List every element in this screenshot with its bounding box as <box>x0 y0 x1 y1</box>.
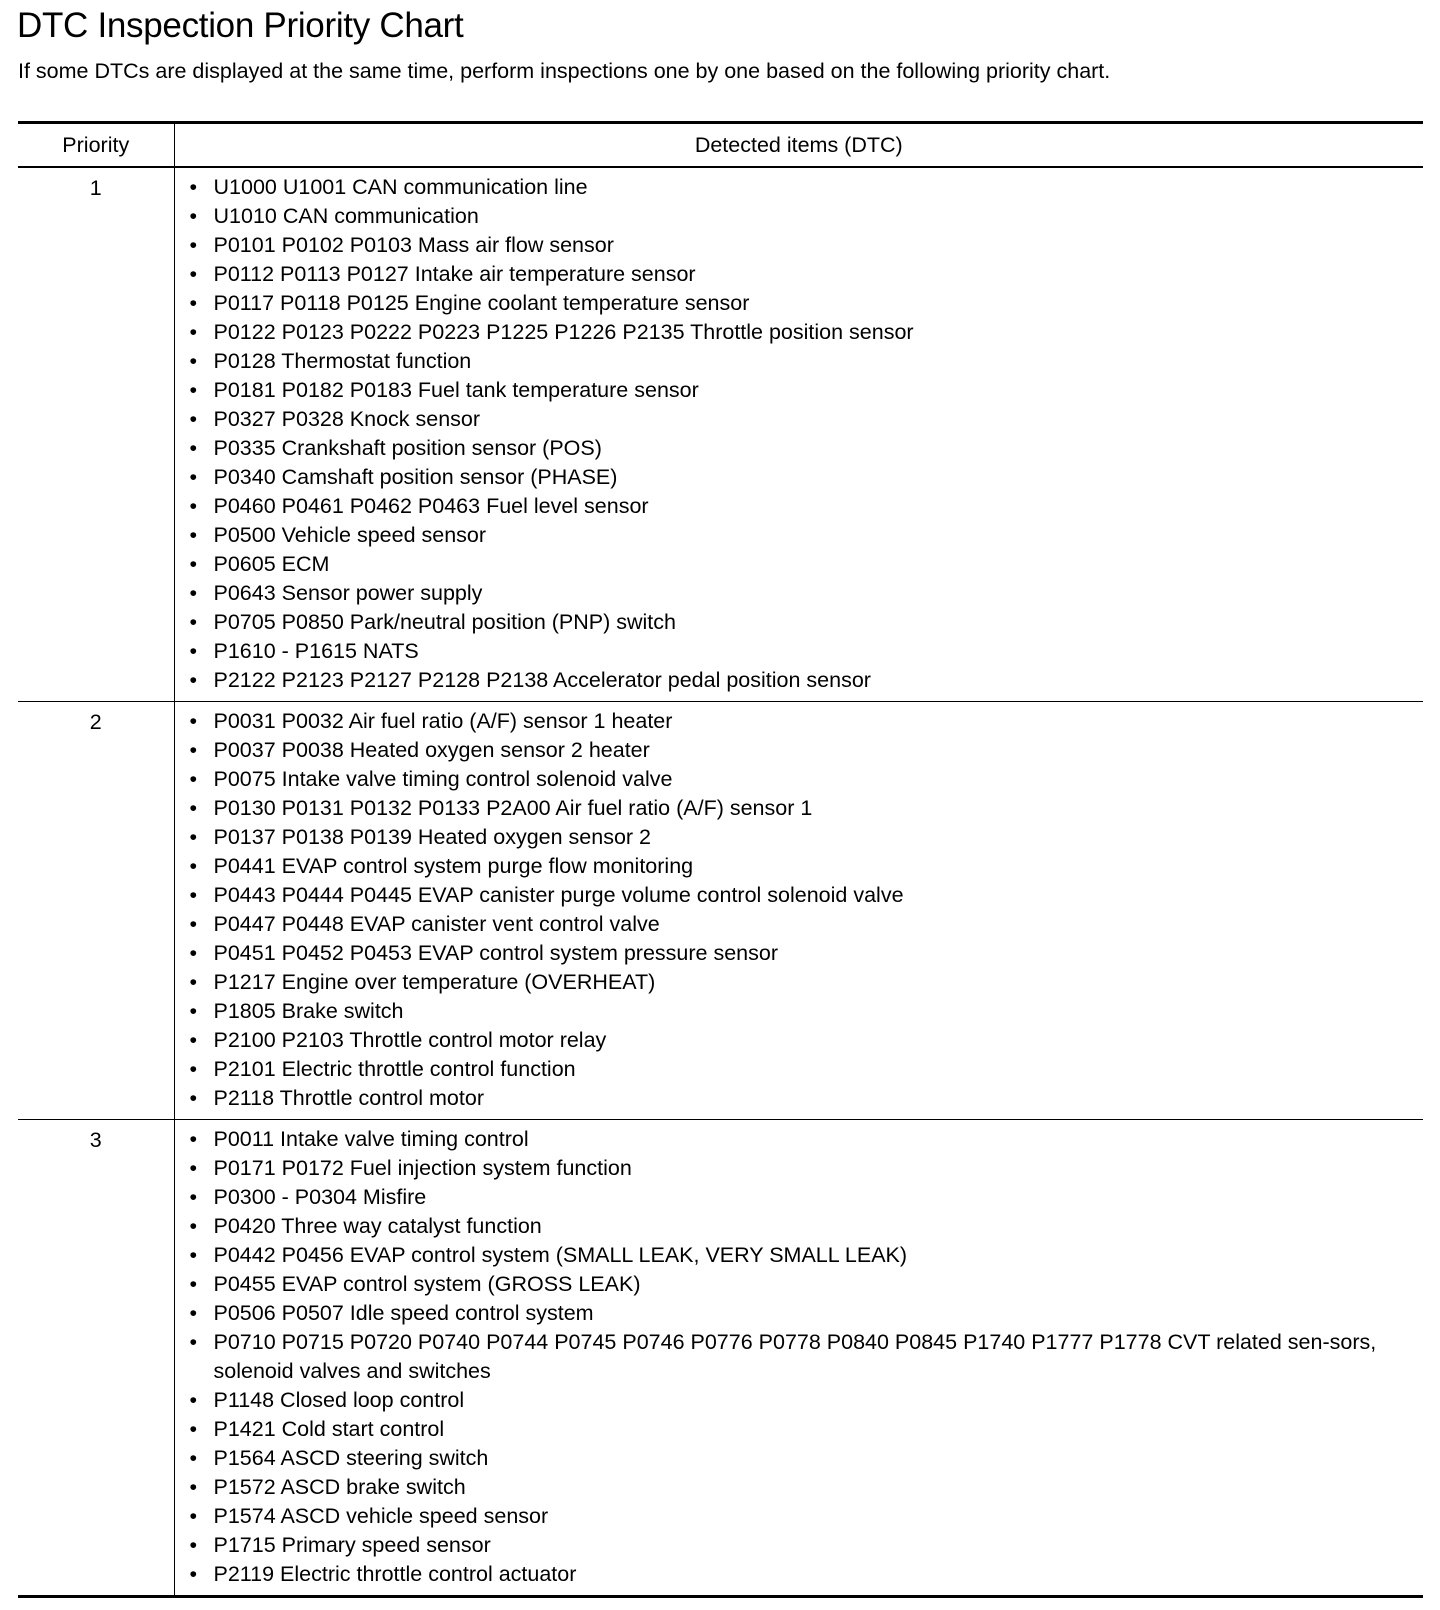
dtc-list <box>190 1125 1414 1589</box>
bullet-icon: • <box>189 175 198 199</box>
dtc-list-item <box>190 666 1414 695</box>
bullet-icon: • <box>189 1446 198 1470</box>
dtc-item-text: P0128 Thermostat function <box>213 349 472 373</box>
bullet-icon: • <box>189 378 198 402</box>
bullet-icon: • <box>189 1214 198 1238</box>
dtc-list-item <box>190 1026 1414 1055</box>
dtc-list-item <box>190 1183 1414 1212</box>
dtc-item-text: P0031 P0032 Air fuel ratio (A/F) sensor 1 heater <box>213 709 673 733</box>
bullet-icon: • <box>189 1243 198 1267</box>
dtc-list-item <box>190 405 1414 434</box>
table-header-row <box>18 124 1423 167</box>
dtc-list-item <box>190 1125 1414 1154</box>
dtc-list-item <box>190 173 1414 202</box>
dtc-item-text: P1610 - P1615 NATS <box>213 639 419 663</box>
dtc-item-text: P1715 Primary speed sensor <box>213 1533 491 1557</box>
intro-text: If some DTCs are displayed at the same time, perform inspections one by one based on the following priority chart. <box>18 59 1111 83</box>
bullet-icon: • <box>189 552 198 576</box>
bullet-icon: • <box>189 1028 198 1052</box>
dtc-list-item <box>190 550 1414 579</box>
dtc-item-text: P0117 P0118 P0125 Engine coolant temperature sensor <box>213 291 750 315</box>
priority-level: 3 <box>18 1120 174 1596</box>
dtc-list-item <box>190 579 1414 608</box>
dtc-item-text: P0643 Sensor power supply <box>213 581 483 605</box>
bullet-icon: • <box>189 610 198 634</box>
bullet-icon: • <box>189 1330 198 1354</box>
dtc-list-item <box>190 765 1414 794</box>
dtc-item-text: P0451 P0452 P0453 EVAP control system pressure sensor <box>213 941 779 965</box>
dtc-item-text: P0500 Vehicle speed sensor <box>213 523 487 547</box>
bullet-icon: • <box>189 1388 198 1412</box>
dtc-list-item <box>190 1270 1414 1299</box>
dtc-item-text: P2118 Throttle control motor <box>213 1086 484 1110</box>
dtc-item-text: P0705 P0850 Park/neutral position (PNP) switch <box>213 610 676 634</box>
dtc-item-text: P0181 P0182 P0183 Fuel tank temperature sensor <box>213 378 699 402</box>
bullet-icon: • <box>189 796 198 820</box>
dtc-list-item <box>190 1473 1414 1502</box>
dtc-list-item <box>190 1299 1414 1328</box>
dtc-list-item <box>190 376 1414 405</box>
dtc-list-item <box>190 1212 1414 1241</box>
dtc-list-item <box>190 707 1414 736</box>
bullet-icon: • <box>189 668 198 692</box>
dtc-list-item <box>190 997 1414 1026</box>
dtc-item-text: P0460 P0461 P0462 P0463 Fuel level sensor <box>213 494 649 518</box>
bullet-icon: • <box>189 349 198 373</box>
dtc-list-item <box>190 463 1414 492</box>
bullet-icon: • <box>189 262 198 286</box>
dtc-list-item <box>190 939 1414 968</box>
dtc-item-text: P1805 Brake switch <box>213 999 404 1023</box>
bullet-icon: • <box>189 941 198 965</box>
dtc-list-item <box>190 318 1414 347</box>
dtc-item-text: P1217 Engine over temperature (OVERHEAT) <box>213 970 656 994</box>
dtc-list-item <box>190 1502 1414 1531</box>
dtc-list-item <box>190 968 1414 997</box>
dtc-item-text: P1148 Closed loop control <box>213 1388 465 1412</box>
dtc-list-item <box>190 910 1414 939</box>
bullet-icon: • <box>189 581 198 605</box>
dtc-list-item <box>190 1241 1414 1270</box>
dtc-item-text: U1000 U1001 CAN communication line <box>213 175 588 199</box>
dtc-item-text: P0327 P0328 Knock sensor <box>213 407 481 431</box>
table-body <box>18 167 1423 1595</box>
dtc-item-text: P2119 Electric throttle control actuator <box>213 1562 577 1586</box>
bullet-icon: • <box>189 912 198 936</box>
dtc-item-text: P1574 ASCD vehicle speed sensor <box>213 1504 549 1528</box>
dtc-list-item <box>190 289 1414 318</box>
bullet-icon: • <box>189 1127 198 1151</box>
bullet-icon: • <box>189 291 198 315</box>
dtc-item-text: P0443 P0444 P0445 EVAP canister purge volume control solenoid valve <box>213 883 904 907</box>
dtc-list-item <box>190 1084 1414 1113</box>
dtc-item-text: P0037 P0038 Heated oxygen sensor 2 heater <box>213 738 650 762</box>
bullet-icon: • <box>189 204 198 228</box>
dtc-list-item <box>190 434 1414 463</box>
dtc-item-text: P0455 EVAP control system (GROSS LEAK) <box>213 1272 641 1296</box>
bullet-icon: • <box>189 1533 198 1557</box>
priority-column-header: Priority <box>18 124 174 167</box>
bullet-icon: • <box>189 465 198 489</box>
dtc-item-text: P0011 Intake valve timing control <box>213 1127 529 1151</box>
bullet-icon: • <box>189 1301 198 1325</box>
dtc-item-text: P0171 P0172 Fuel injection system function <box>213 1156 632 1180</box>
detected-items-column-header: Detected items (DTC) <box>174 124 1423 167</box>
bullet-icon: • <box>189 1057 198 1081</box>
bullet-icon: • <box>189 854 198 878</box>
priority-group-row <box>18 1120 1423 1596</box>
dtc-item-text: P1564 ASCD steering switch <box>213 1446 489 1470</box>
priority-group-row <box>18 167 1423 702</box>
dtc-list-item <box>190 852 1414 881</box>
dtc-list-item <box>190 823 1414 852</box>
dtc-list-item <box>190 1386 1414 1415</box>
bullet-icon: • <box>189 639 198 663</box>
dtc-item-text: P0122 P0123 P0222 P0223 P1225 P1226 P2135 Throttle position sensor <box>213 320 914 344</box>
detected-items-cell <box>174 1120 1423 1596</box>
dtc-item-text: P1572 ASCD brake switch <box>213 1475 466 1499</box>
priority-table-container <box>18 121 1423 1598</box>
bullet-icon: • <box>189 1086 198 1110</box>
dtc-item-text: P0112 P0113 P0127 Intake air temperature sensor <box>213 262 696 286</box>
bullet-icon: • <box>189 1504 198 1528</box>
page-title: DTC Inspection Priority Chart <box>17 6 464 45</box>
dtc-list-item <box>190 260 1414 289</box>
bullet-icon: • <box>189 494 198 518</box>
dtc-item-text: P0447 P0448 EVAP canister vent control valve <box>213 912 660 936</box>
dtc-list-item <box>190 637 1414 666</box>
dtc-item-text: P0335 Crankshaft position sensor (POS) <box>213 436 602 460</box>
dtc-list-item <box>190 794 1414 823</box>
priority-group-row <box>18 702 1423 1120</box>
dtc-list-item <box>190 231 1414 260</box>
dtc-item-text: P0137 P0138 P0139 Heated oxygen sensor 2 <box>213 825 651 849</box>
bullet-icon: • <box>189 825 198 849</box>
dtc-list-item <box>190 492 1414 521</box>
dtc-item-text: P0300 - P0304 Misfire <box>213 1185 427 1209</box>
dtc-item-text: P0075 Intake valve timing control solenoid valve <box>213 767 673 791</box>
dtc-list-item <box>190 1055 1414 1084</box>
dtc-item-text: P0130 P0131 P0132 P0133 P2A00 Air fuel ratio (A/F) sensor 1 <box>213 796 813 820</box>
dtc-list-item <box>190 881 1414 910</box>
bullet-icon: • <box>189 1272 198 1296</box>
dtc-list-item <box>190 521 1414 550</box>
dtc-list-item <box>190 202 1414 231</box>
dtc-item-text: P2122 P2123 P2127 P2128 P2138 Accelerator pedal position sensor <box>213 668 871 692</box>
dtc-item-text: P2100 P2103 Throttle control motor relay <box>213 1028 607 1052</box>
dtc-item-text: U1010 CAN communication <box>213 204 479 228</box>
dtc-item-text: P0101 P0102 P0103 Mass air flow sensor <box>213 233 614 257</box>
dtc-item-text: P0605 ECM <box>213 552 330 576</box>
detected-items-cell <box>174 167 1423 702</box>
detected-items-cell <box>174 702 1423 1120</box>
dtc-list-item <box>190 1154 1414 1183</box>
dtc-item-text: P0441 EVAP control system purge flow monitoring <box>213 854 694 878</box>
bullet-icon: • <box>189 436 198 460</box>
dtc-item-text: P0442 P0456 EVAP control system (SMALL LEAK, VERY SMALL LEAK) <box>213 1243 908 1267</box>
bullet-icon: • <box>189 523 198 547</box>
priority-level: 1 <box>18 167 174 702</box>
bullet-icon: • <box>189 738 198 762</box>
dtc-item-text: P1421 Cold start control <box>213 1417 445 1441</box>
bullet-icon: • <box>189 883 198 907</box>
dtc-list-item <box>190 1328 1414 1386</box>
dtc-list-item <box>190 608 1414 637</box>
priority-level: 2 <box>18 702 174 1120</box>
bullet-icon: • <box>189 970 198 994</box>
bullet-icon: • <box>189 709 198 733</box>
dtc-item-text: P0710 P0715 P0720 P0740 P0744 P0745 P0746 P0776 P0778 P0840 P0845 P1740 P1777 P1778 CVT related sen-sors, solenoid valves and switches <box>213 1330 1377 1383</box>
dtc-item-text: P2101 Electric throttle control function <box>213 1057 576 1081</box>
dtc-list-item <box>190 1531 1414 1560</box>
dtc-list <box>190 707 1414 1113</box>
bullet-icon: • <box>189 1417 198 1441</box>
bullet-icon: • <box>189 999 198 1023</box>
dtc-list-item <box>190 736 1414 765</box>
dtc-priority-table <box>18 124 1423 1595</box>
dtc-item-text: P0420 Three way catalyst function <box>213 1214 542 1238</box>
bullet-icon: • <box>189 1475 198 1499</box>
dtc-list <box>190 173 1414 695</box>
bullet-icon: • <box>189 407 198 431</box>
bullet-icon: • <box>189 233 198 257</box>
dtc-item-text: P0340 Camshaft position sensor (PHASE) <box>213 465 618 489</box>
dtc-list-item <box>190 1415 1414 1444</box>
bullet-icon: • <box>189 1185 198 1209</box>
bullet-icon: • <box>189 1156 198 1180</box>
bullet-icon: • <box>189 1562 198 1586</box>
dtc-list-item <box>190 1560 1414 1589</box>
dtc-item-text: P0506 P0507 Idle speed control system <box>213 1301 594 1325</box>
dtc-list-item <box>190 1444 1414 1473</box>
bullet-icon: • <box>189 320 198 344</box>
dtc-list-item <box>190 347 1414 376</box>
bullet-icon: • <box>189 767 198 791</box>
